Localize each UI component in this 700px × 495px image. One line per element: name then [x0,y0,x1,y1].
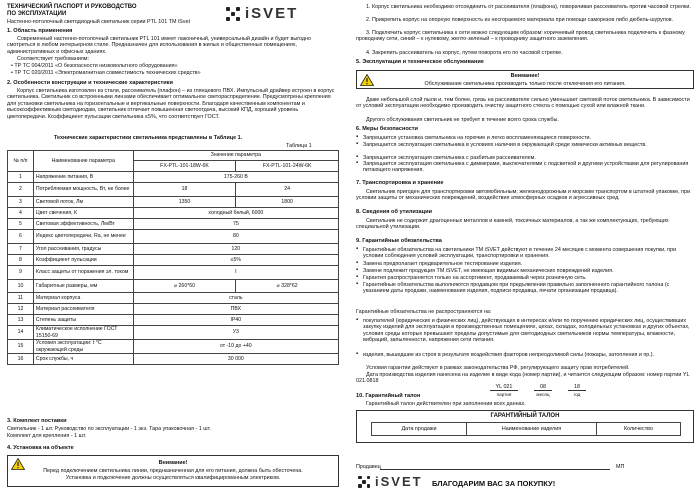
stamp-label: МП [616,464,625,470]
warranty-exclusions-title: Гарантийные обязательства не распространяются на: [356,309,492,315]
spec-header-no: № п/п [8,151,34,172]
doc-title-line1: ТЕХНИЧЕСКИЙ ПАСПОРТ И РУКОВОДСТВО [7,4,137,10]
section-6-title: 6. Меры безопасности [356,126,418,132]
spec-row-value: 75 [133,219,338,230]
spec-row-value: от -10 до +40 [133,340,338,354]
section-1-text: Современный настенно-потолочный светильник PTL 101 имеет лаконичный, универсальный дизайн и будет выгодно смотреться в любом интерьерном стиле. Предназначен для использования в жилых и общественных помещениях, административных и офисных зданиях. [7,36,312,55]
spec-row-number: 4 [8,208,34,219]
batch-label-year: год [573,392,581,397]
spec-row-param: Класс защиты от поражения эл. током [33,266,133,280]
spec-row-param: Коэффициент пульсации [33,255,133,266]
spec-row-number: 12 [8,304,34,315]
spec-row [8,255,339,266]
section-10-text: Гарантийный талон действителен при заполнении всех даннах. [366,401,526,407]
doc-subtitle: Настенно-потолочный светодиодный светильник серии PTL 101 ТМ iSvet [7,19,190,25]
safety-item: ▪ Запрещается эксплуатация светильника с диммерами, выключателями с подсветкой и другими устройствами для регулирования питающего напряжения. [356,161,694,174]
warranty-exclusion-item: ▪ изделия, вышедшие из строя в результате воздействия факторов непреодолимой силы (пожары, затопления и пр.). [356,352,694,358]
spec-row-number: 11 [8,293,34,304]
spec-row-number: 14 [8,326,34,340]
batch-code-text: Дата производства изделия нанесена на изделие в виде кода (номер партии), и читается следующим образом: номер партии YL 021.0818 [356,372,690,385]
logo-icon [226,7,240,21]
warranty-item: ▪ Замене подлежит продукция ТМ iSVET, не имеющая видимых механических повреждений изделия. [356,268,694,275]
spec-row [8,340,339,354]
spec-row [8,326,339,340]
card-col-quantity: Количество [597,423,681,436]
spec-row-param: Материал рассеивателя [33,304,133,315]
spec-row [8,315,339,326]
install-warning-box [7,455,339,487]
batch-label-month: месяц [536,392,550,397]
warranty-law-text: Условия гарантии действуют в рамках законодательства РФ, регулирующего защиту прав потребителей. [366,365,630,371]
spec-row-value: IP40 [133,315,338,326]
install-step-3: 3. Подключить корпус светильника к сети можно следующим образом: коричневый провод светильника подключить к фазному проводнику сети, синий – к нулевому, желто-зеленый – к проводнику защитного заземления. [356,30,685,43]
section-4-title: 4. Установка на объекте [7,445,74,451]
card-col-date: Дата продажи [372,423,467,436]
spec-row-value-v2: 1800 [236,197,339,208]
spec-row-value: сталь [133,293,338,304]
spec-row-value-v1: 1350 [133,197,236,208]
warranty-list [356,247,694,295]
spec-row-number: 3 [8,197,34,208]
spec-row [8,280,339,293]
right-page [356,0,696,495]
spec-row [8,354,339,365]
section-9-title: 9. Гарантийные обязательства [356,238,442,244]
spec-header-model-2: FX-PTL-101-24W-6K [236,161,339,172]
warranty-item: ▪ Гарантийные обязательства выполняются продавцом при предъявлении правильно заполненного гарантийного талона (с указанием даты продажи, наименования изделия, подписи продавца, печати организации продавца). [356,282,694,295]
spec-row-value: 30 000 [133,354,338,365]
section-3-title: 3. Комплект поставки [7,418,67,424]
spec-row-value: ≤5% [133,255,338,266]
section-2-text: Корпус светильника изготовлен из стали, рассеиватель (плафон) – из глянцевого ПВХ. Импульсный драйвер встроен в корпус светильника. Светильник со встроенными линзами обеспечивает оптимальное светораспределение. Предусмотрены крепления для установки светильника на горизонтальные и вертикальные поверхности. Благодаря качественным компонентам и высокоэффективным светодиодам, светильник отличает повышенная светоотдача, высокий КПД, хороший уровень цветопередачи. Коэффициент пульсации светильника ≤5%, что соответствует ГОСТ. [7,88,335,120]
table-caption: Технические характеристики светильника представлены в Таблице 1. [54,135,243,141]
brand-logo [226,5,298,23]
requirement-2: • ТР ТС 020/2011 «Электромагнитная совместимость технических средств» [11,70,201,76]
footer-logo-text: iSVET [375,474,423,489]
spec-header-name: Наименование параметра [33,151,133,172]
safety-list [356,135,694,174]
spec-row [8,304,339,315]
section-3-line-2: Комплект для крепления - 1 шт. [7,433,87,439]
spec-row-param: Материал корпуса [33,293,133,304]
spec-row-number: 16 [8,354,34,365]
spec-row-param: Климатическое исполнение ГОСТ 15150-69 [33,326,133,340]
spec-row-number: 13 [8,315,34,326]
batch-code-year: 18 [568,384,586,391]
warranty-card-table [371,422,681,436]
section-3-line-1: Светильник - 1 шт. Руководство по эксплуатации - 1 экз. Тара упаковочная - 1 шт. [7,426,212,432]
table-number: Таблица 1 [286,143,312,149]
spec-row [8,266,339,280]
requirements-title: Соответствует требованиям: [17,56,90,62]
seller-label: Продавец [356,464,381,470]
service-warning-text: Обслуживание светильника производить только после отключения его питания. [424,81,626,87]
spec-row-value-v2: 24 [236,183,339,197]
spec-row [8,208,339,219]
spec-row-value: 175-260 В [133,172,338,183]
section-8-text: Светильник не содержит драгоценных металлов и камней, токсичных материалов, а так же комплектующих, требующих специальной утилизации. [356,218,669,231]
service-warning-box [356,70,694,89]
spec-header-value: Значение параметра [133,151,338,161]
spec-row-param: Световая эффективность, Лм/Вт [33,219,133,230]
thanks-text: БЛАГОДАРИМ ВАС ЗА ПОКУПКУ! [432,479,556,488]
spec-row-number: 6 [8,230,34,244]
warranty-card-title: ГАРАНТИЙНЫЙ ТАЛОН [490,413,560,419]
spec-row-param: Условия эксплуатации: t °C окружающей среды [33,340,133,354]
spec-row-number: 15 [8,340,34,354]
batch-label-party: партия [496,392,512,397]
section-8-title: 8. Сведения об утилизации [356,209,432,215]
service-warning-head: Внимание! [510,73,540,79]
warranty-item: ▪ Гарантийные обязательства на светильники ТМ iSVET действуют в течение 24 месяцев с момента совершения покупки, при условии соблюдения условий эксплуатации, транспортировки и хранения. [356,247,694,261]
spec-table [7,150,339,365]
spec-row [8,293,339,304]
warranty-item: ▪ Гарантия распространяется только на ассортимент, продаваемый через розничную сеть. [356,275,694,282]
install-step-2: 2. Прикрепить корпус на опорную поверхность из несгораемого материала при помощи саморезов либо дюбель-шурупов. [366,17,674,23]
spec-row-number: 10 [8,280,34,293]
section-2-title: 2. Особенности конструкции и технические характеристики [7,80,173,86]
spec-row-value-v2: ⌀ 328*62 [236,280,339,293]
section-5-text-1: Даже небольшой слой пыли и, тем более, грязь на рассеивателе сильно уменьшает световой поток светильника. В зависимости от условий эксплуатации необходимо производить очистку защитного стекла с помощью сухой или влажной ткани. [356,97,690,110]
spec-row-param: Цвет свечения, К [33,208,133,219]
install-step-4: 4. Закрепить рассеиватель на корпус, путем поворота его по часовой стрелке. [366,50,563,56]
spec-row-value-v1: ⌀ 260*60 [133,280,236,293]
section-7-title: 7. Транспортировка и хранение [356,180,444,186]
warranty-exclusions-list [356,318,694,358]
spec-row [8,172,339,183]
section-10-title: 10. Гарантийный талон [356,393,421,399]
spec-row-param: Потребляемая мощность, Вт, не более [33,183,133,197]
install-warning-head: Внимание! [158,460,188,466]
spec-row-value: 120 [133,244,338,255]
section-5-text-2: Другого обслуживания светильник не требует в течение всего срока службы. [366,117,559,123]
spec-row-param: Степень защиты [33,315,133,326]
spec-row-number: 2 [8,183,34,197]
card-col-product: Наименование изделия [467,423,597,436]
spec-row [8,197,339,208]
spec-row-number: 1 [8,172,34,183]
spec-row-value: У3 [133,326,338,340]
spec-row-param: Световой поток, Лм [33,197,133,208]
spec-row-param: Срок службы, ч [33,354,133,365]
spec-row-value: холодный белый, 6000 [133,208,338,219]
safety-item: ▪ Запрещается эксплуатация светильника с разбитым рассеивателем. [356,155,694,162]
spec-row-param: Угол рассеивания, градусы [33,244,133,255]
spec-row-number: 5 [8,219,34,230]
spec-row-value: 80 [133,230,338,244]
spec-row [8,230,339,244]
spec-row-value: I [133,266,338,280]
spec-header-model-1: FX-PTL-101-18W-6K [133,161,236,172]
brand-logo-text: iSVET [245,5,299,22]
spec-row-number: 8 [8,255,34,266]
logo-icon [358,476,370,488]
spec-row [8,244,339,255]
safety-item: ▪ Запрещается эксплуатация светильника в условиях наличия в окружающей среде химически активных веществ. [356,142,694,155]
spec-row-number: 9 [8,266,34,280]
safety-item: ▪ Запрещается установка светильника на горючие и легко воспламеняющиеся поверхности. [356,135,694,142]
warranty-item: ▪ Замена предполагает предварительное тестирование изделия. [356,261,694,268]
section-1-title: 1. Область применения [7,28,73,34]
spec-row [8,219,339,230]
install-step-1: 1. Корпус светильника необходимо отсоединить от рассеивателя (плафона), поворачивая рассеиватель против часовой стрелки. [366,4,691,10]
seller-signature-line [380,469,610,470]
requirement-1: • ТР ТС 004/2011 «О безопасности низковольтного оборудования» [11,63,178,69]
install-warning-line-1: Перед подключением светильника линии, предназначенная для его питания, должна быть обесточена. [43,468,303,474]
batch-code-party: YL 021 [490,384,518,391]
warranty-exclusion-item: ▪ покупателей (юридических и физических лиц), действующих в интересах и/или по поручению юридических лиц, осуществивших закупку изделий для эксплуатации в производственных помещениях, цехах, складах, холодильных установках и других объектах, условия среды которых превышают пределы допустимые для светодиодных светильников нормы температуры, влажности, вибраций, запыленности, напряжения сети питания. [356,318,694,352]
spec-row-number: 7 [8,244,34,255]
warranty-card [356,410,694,443]
left-page [4,0,342,495]
footer-logo [358,474,423,490]
section-5-title: 5. Эксплуатация и техническое обслуживание [356,59,484,65]
batch-code-month: 08 [534,384,552,391]
install-warning-line-2: Установка и подключение должны осуществляться квалифицированным электриком. [65,475,281,481]
spec-row [8,183,339,197]
section-7-text: Светильник пригоден для транспортировки автомобильным, железнодорожным и морским транспортом в штатной упаковке, при условии защиты от механических повреждений, воздействия атмосферных осадков и агрессивных сред. [356,189,691,202]
spec-row-value: ПВХ [133,304,338,315]
spec-row-param: Индекс цветопередачи, Ra, не менее [33,230,133,244]
doc-title-line2: ПО ЭКСПЛУАТАЦИИ [7,11,67,17]
spec-row-param: Напряжение питания, В [33,172,133,183]
spec-row-value-v1: 18 [133,183,236,197]
spec-row-param: Габаритные размеры, мм [33,280,133,293]
